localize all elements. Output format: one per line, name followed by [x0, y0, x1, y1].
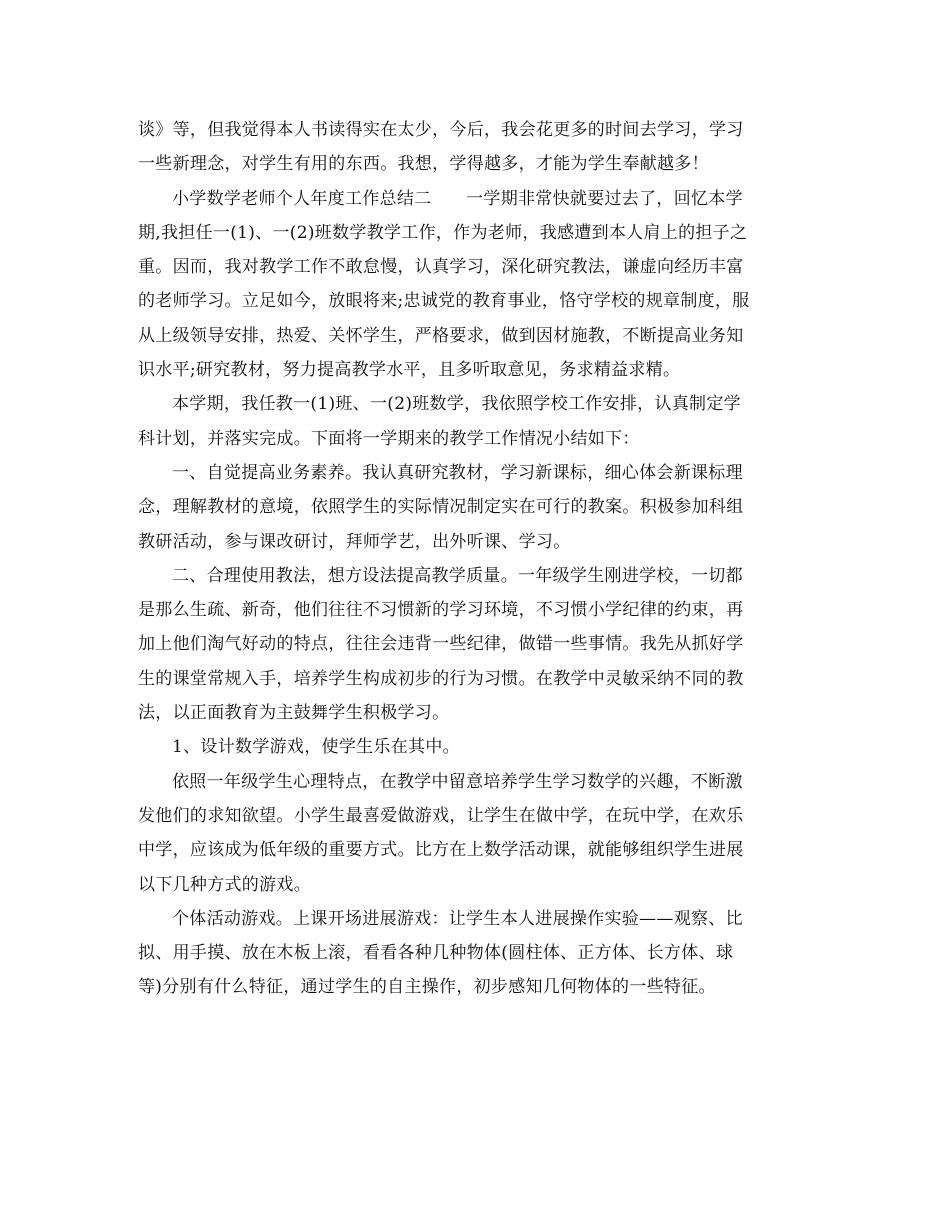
text-line: 小学数学老师个人年度工作总结二 一学期非常快就要过去了，回忆本学	[172, 188, 743, 209]
text-line: 的老师学习。立足如今，放眼将来;忠诚党的教育事业，恪守学校的规章制度，服	[138, 291, 750, 312]
text-line: 本学期，我任教一(1)班、一(2)班数学，我依照学校工作安排，认真制定学	[172, 394, 741, 415]
text-line: 以下几种方式的游戏。	[138, 874, 311, 895]
text-line: 生的课堂常规入手，培养学生构成初步的行为习惯。在教学中灵敏采纳不同的教	[138, 668, 744, 689]
text-line: 加上他们淘气好动的特点，往往会违背一些纪律，做错一些事情。我先从抓好学	[138, 634, 744, 655]
text-line: 发他们的求知欲望。小学生最喜爱做游戏，让学生在做中学，在玩中学，在欢乐	[138, 805, 744, 826]
text-line: 中学，应该成为低年级的重要方式。比方在上数学活动课，就能够组织学生进展	[138, 840, 744, 861]
text-line: 等)分别有什么特征，通过学生的自主操作，初步感知几何物体的一些特征。	[138, 977, 716, 998]
text-line: 1、设计数学游戏，使学生乐在其中。	[172, 737, 460, 758]
text-line: 是那么生疏、新奇，他们往往不习惯新的学习环境，不习惯小学纪律的约束，再	[138, 600, 744, 621]
text-line: 期,我担任一(1)、一(2)班数学教学工作，作为老师，我感遭到本人肩上的担子之	[138, 222, 748, 243]
text-line: 从上级领导安排，热爱、关怀学生，严格要求，做到因材施教，不断提高业务知	[138, 325, 744, 346]
text-line: 一、自觉提高业务素养。我认真研究教材，学习新课标，细心体会新课标理	[172, 462, 743, 483]
text-line: 重。因而，我对教学工作不敢怠慢，认真学习，深化研究教法，谦虚向经历丰富	[138, 257, 744, 278]
document-body	[138, 113, 810, 1005]
text-line: 二、合理使用教法，想方设法提高教学质量。一年级学生刚进学校，一切都	[172, 565, 743, 586]
text-line: 科计划，并落实完成。下面将一学期来的教学工作情况小结如下：	[138, 428, 640, 449]
text-line: 识水平;研究教材，努力提高教学水平，且多听取意见，务求精益求精。	[138, 360, 681, 381]
text-line: 依照一年级学生心理特点，在教学中留意培养学生学习数学的兴趣，不断激	[172, 771, 743, 792]
text-line: 个体活动游戏。上课开场进展游戏：让学生本人进展操作实验——观察、比	[172, 908, 743, 929]
text-line: 法，以正面教育为主鼓舞学生积极学习。	[138, 703, 450, 724]
text-line: 念，理解教材的意境，依照学生的实际情况制定实在可行的教案。积极参加科组	[138, 497, 744, 518]
text-line: 教研活动，参与课改研讨，拜师学艺，出外听课、学习。	[138, 531, 571, 552]
text-line: 一些新理念，对学生有用的东西。我想，学得越多，才能为学生奉献越多！	[138, 154, 709, 175]
text-line: 拟、用手摸、放在木板上滚，看看各种几种物体(圆柱体、正方体、长方体、球	[138, 943, 734, 964]
text-line: 谈》等，但我觉得本人书读得实在太少，今后，我会花更多的时间去学习，学习	[138, 120, 744, 140]
